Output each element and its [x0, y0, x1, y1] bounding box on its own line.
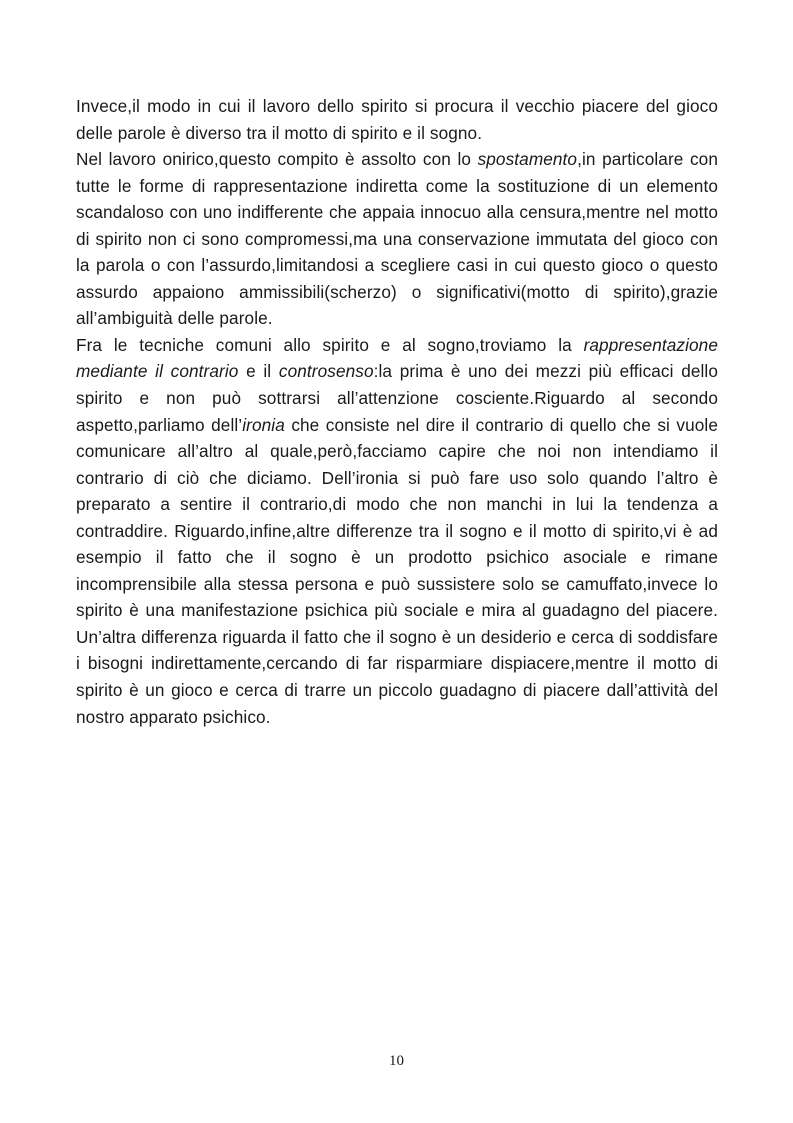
- italic-term-ironia: ironia: [242, 414, 285, 435]
- italic-term-controsenso: controsenso: [278, 361, 374, 382]
- paragraph-2-text-a: Nel lavoro onirico,questo compito è assolto con lo: [76, 149, 478, 170]
- italic-term-spostamento: spostamento: [477, 149, 578, 170]
- paragraph-2-text-b: ,in particolare con tutte le forme di rappresentazione indiretta come la sostituzione di un elemento scandaloso con uno indifferente che appaia innocuo alla censura,mentre nel motto di spirito non ci sono compromessi,ma una conservazione immutata del gioco con la parola o con l’assurdo,limitandosi a scegliere casi in cui questo gioco o questo assurdo appaiono ammissibili(scherzo) o significativi(motto di spirito),grazie all’ambiguità delle parole.: [76, 149, 718, 329]
- paragraph-3-text-d: che consiste nel dire il contrario di quello che si vuole comunicare all’altro al quale,però,facciamo capire che noi non intendiamo il contrario di ciò che diciamo. Dell’ironia si può fare uso solo quando l’altro è preparato a sentire il contrario,di modo che non manchi in lui la tendenza a contraddire. Riguardo,infine,altre differenze tra il sogno e il motto di spirito,vi è ad esempio il fatto che il sogno è un prodotto psichico asociale e rimane incomprensibile alla stessa persona e può sussistere solo se camuffato,invece lo spirito è una manifestazione psichica più sociale e mira al guadagno del piacere. Un’altra differenza riguarda il fatto che il sogno è un desiderio e cerca di soddisfare i bisogni indirettamente,cercando di far risparmiare dispiacere,mentre il motto di spirito è un gioco e cerca di trarre un piccolo guadagno di piacere dall’attività del nostro apparato psichico.: [76, 414, 719, 727]
- paragraph-3-text-c: :la prima è uno dei mezzi più efficaci dello spirito e non può sottrarsi all’attenzione cosciente.Riguardo al secondo aspetto,parliamo dell’: [76, 361, 719, 435]
- body-text: [76, 93, 718, 730]
- italic-term-rappresentazione: rappresentazione mediante il contrario: [76, 334, 718, 382]
- page-number: 10: [389, 1053, 404, 1069]
- paragraph-3-text-b: e il: [238, 361, 279, 382]
- paragraph-3-text-a: Fra le tecniche comuni allo spirito e al sogno,troviamo la: [76, 334, 584, 355]
- paragraph-3: [76, 332, 718, 730]
- paragraph-1-text: Invece,il modo in cui il lavoro dello spirito si procura il vecchio piacere del gioco delle parole è diverso tra il motto di spirito e il sogno.: [76, 96, 718, 143]
- paragraph-1: [76, 93, 718, 146]
- paragraph-2: [76, 146, 718, 332]
